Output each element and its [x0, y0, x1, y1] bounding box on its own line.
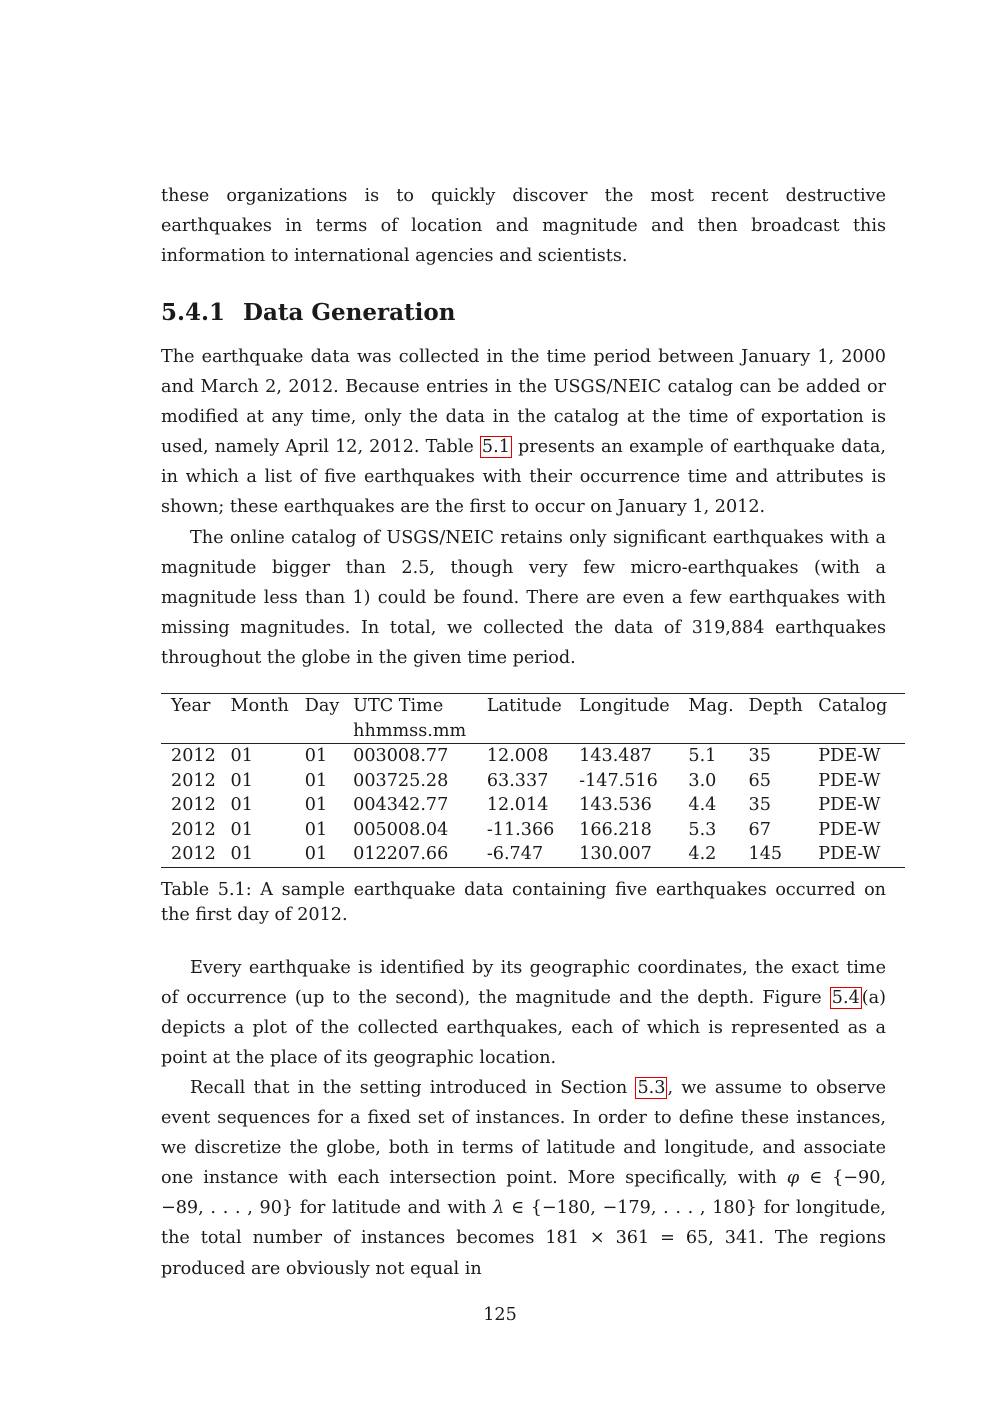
cell-utc: 003008.77 [353, 746, 449, 766]
cell-day: 01 [304, 746, 328, 766]
cell-depth: 65 [748, 770, 771, 791]
cell-year: 2012 [171, 844, 216, 864]
header-catalog: Catalog [818, 696, 888, 716]
intro-paragraph: these organizations is to quickly discover the most recent destructive earthquakes in terms of location and magnitude and then broadcast this information to international agencies and scientists. [161, 186, 886, 267]
paragraph-earthquake-identification [161, 953, 886, 1073]
cell-magnitude: 3.0 [688, 770, 717, 791]
paragraph-text: for longitude, the total number of instances becomes 181 × 361 = 65, 341. The regions produced are obviously not equal in [161, 1198, 886, 1279]
cell-longitude: 130.007 [579, 844, 652, 864]
paragraph-discretization [161, 1073, 886, 1284]
cell-longitude: 166.218 [579, 819, 652, 840]
table-row [161, 793, 905, 818]
cell-latitude: 12.014 [486, 795, 549, 815]
table-row [161, 818, 905, 843]
header-utc-time: UTC Time [353, 696, 444, 716]
cell-latitude: 12.008 [486, 746, 549, 766]
cell-day: 01 [304, 795, 328, 815]
cell-magnitude: 4.4 [688, 795, 717, 815]
cell-month: 01 [230, 795, 253, 815]
cell-depth: 67 [748, 819, 771, 840]
cell-magnitude: 5.1 [688, 746, 717, 766]
data-table [161, 693, 905, 868]
header-depth: Depth [748, 696, 803, 716]
table-row [161, 769, 905, 794]
cell-month: 01 [230, 819, 253, 840]
paragraph-text: , we assume to observe event sequences for a fixed set of instances. In order to define these instances, we discretize the globe, both in terms of latitude and longitude, and associate one instance with each intersection point. More specifically, with [161, 1078, 886, 1189]
cell-month: 01 [230, 746, 253, 766]
table-header-row [161, 694, 905, 719]
cell-year: 2012 [171, 819, 216, 840]
cell-month: 01 [230, 844, 253, 864]
table-row [161, 842, 905, 867]
header-latitude: Latitude [486, 696, 562, 716]
section-reference-link[interactable]: 5.3 [637, 1078, 666, 1098]
longitude-set: ∈ {−180, −179, . . . , 180} [504, 1198, 764, 1219]
paragraph-text: for latitude and with [299, 1198, 494, 1219]
cell-longitude: -147.516 [579, 770, 658, 791]
cell-magnitude: 4.2 [688, 844, 717, 864]
paragraph-text: The earthquake data was collected in the time period between January 1, 2000 and March 2, 2012. Because entries in the USGS/NEIC catalog can be added or modified at any time, only the data in the catalog at the time of exportation is used, namely April 12, 2012. Table [161, 347, 886, 458]
section-title: Data Generation [243, 299, 456, 326]
paragraph-data-collection [161, 342, 886, 523]
paragraph-text: Recall that in the setting introduced in Section [190, 1078, 636, 1098]
paragraph-catalog-info: The online catalog of USGS/NEIC retains only significant earthquakes with a magnitude bigger than 2.5, though very few micro-earthquakes (with a magnitude less than 1) could be found. There are even a few earthquakes with missing magnitudes. In total, we collected the data of 319,884 earthquakes throughout the globe in the given time period. [161, 528, 886, 669]
cell-day: 01 [304, 770, 328, 791]
paragraph-text: (a) depicts a plot of the collected earthquakes, each of which is represented as a point at the place of its geographic location. [161, 988, 886, 1069]
cell-utc: 003725.28 [353, 770, 449, 791]
cell-depth: 35 [748, 746, 771, 766]
paragraph-text: presents an example of earthquake data, in which a list of five earthquakes with their occurrence time and attributes is shown; these earthquakes are the first to occur on January 1, 2012. [161, 437, 886, 518]
cell-day: 01 [304, 844, 328, 864]
figure-reference-link[interactable]: 5.4 [831, 988, 860, 1009]
cell-utc: 004342.77 [353, 795, 449, 815]
cell-utc: 012207.66 [353, 844, 449, 864]
lambda-symbol: λ [493, 1198, 505, 1219]
header-year: Year [171, 696, 211, 716]
header-longitude: Longitude [579, 696, 670, 716]
cell-day: 01 [304, 819, 328, 840]
cell-month: 01 [230, 770, 253, 791]
table-row [161, 744, 905, 769]
cell-year: 2012 [171, 795, 216, 815]
header-magnitude: Mag. [688, 696, 734, 716]
earthquake-table [161, 693, 905, 868]
cell-catalog: PDE-W [818, 770, 881, 791]
phi-symbol: φ [786, 1168, 800, 1189]
cell-catalog: PDE-W [818, 819, 881, 840]
table-reference-link[interactable]: 5.1 [481, 437, 510, 458]
cell-catalog: PDE-W [818, 795, 881, 815]
header-day: Day [304, 696, 340, 716]
cell-longitude: 143.536 [579, 795, 652, 815]
section-heading [161, 296, 455, 330]
cell-longitude: 143.487 [579, 746, 652, 766]
section-number: 5.4.1 [161, 299, 226, 326]
cell-utc: 005008.04 [353, 819, 449, 840]
cell-catalog: PDE-W [818, 746, 881, 766]
cell-depth: 35 [748, 795, 771, 815]
cell-latitude: -6.747 [486, 844, 544, 864]
table-caption: Table 5.1: A sample earthquake data containing five earthquakes occurred on the first day of 2012. [161, 880, 886, 925]
cell-catalog: PDE-W [818, 844, 881, 864]
cell-year: 2012 [171, 770, 216, 791]
paragraph-text: Every earthquake is identified by its geographic coordinates, the exact time of occurrence (up to the second), the magnitude and the depth. Figure [161, 958, 886, 1009]
cell-year: 2012 [171, 746, 216, 766]
cell-magnitude: 5.3 [688, 819, 717, 840]
table-header-subrow [161, 719, 905, 744]
latitude-set: ∈ {−90, −89, . . . , 90} [161, 1168, 887, 1219]
cell-latitude: 63.337 [486, 770, 549, 791]
cell-depth: 145 [748, 844, 783, 864]
cell-latitude: -11.366 [486, 819, 555, 840]
header-month: Month [230, 696, 289, 716]
page-number: 125 [483, 1305, 517, 1325]
header-utc-format: hhmmss.mm [343, 719, 477, 744]
